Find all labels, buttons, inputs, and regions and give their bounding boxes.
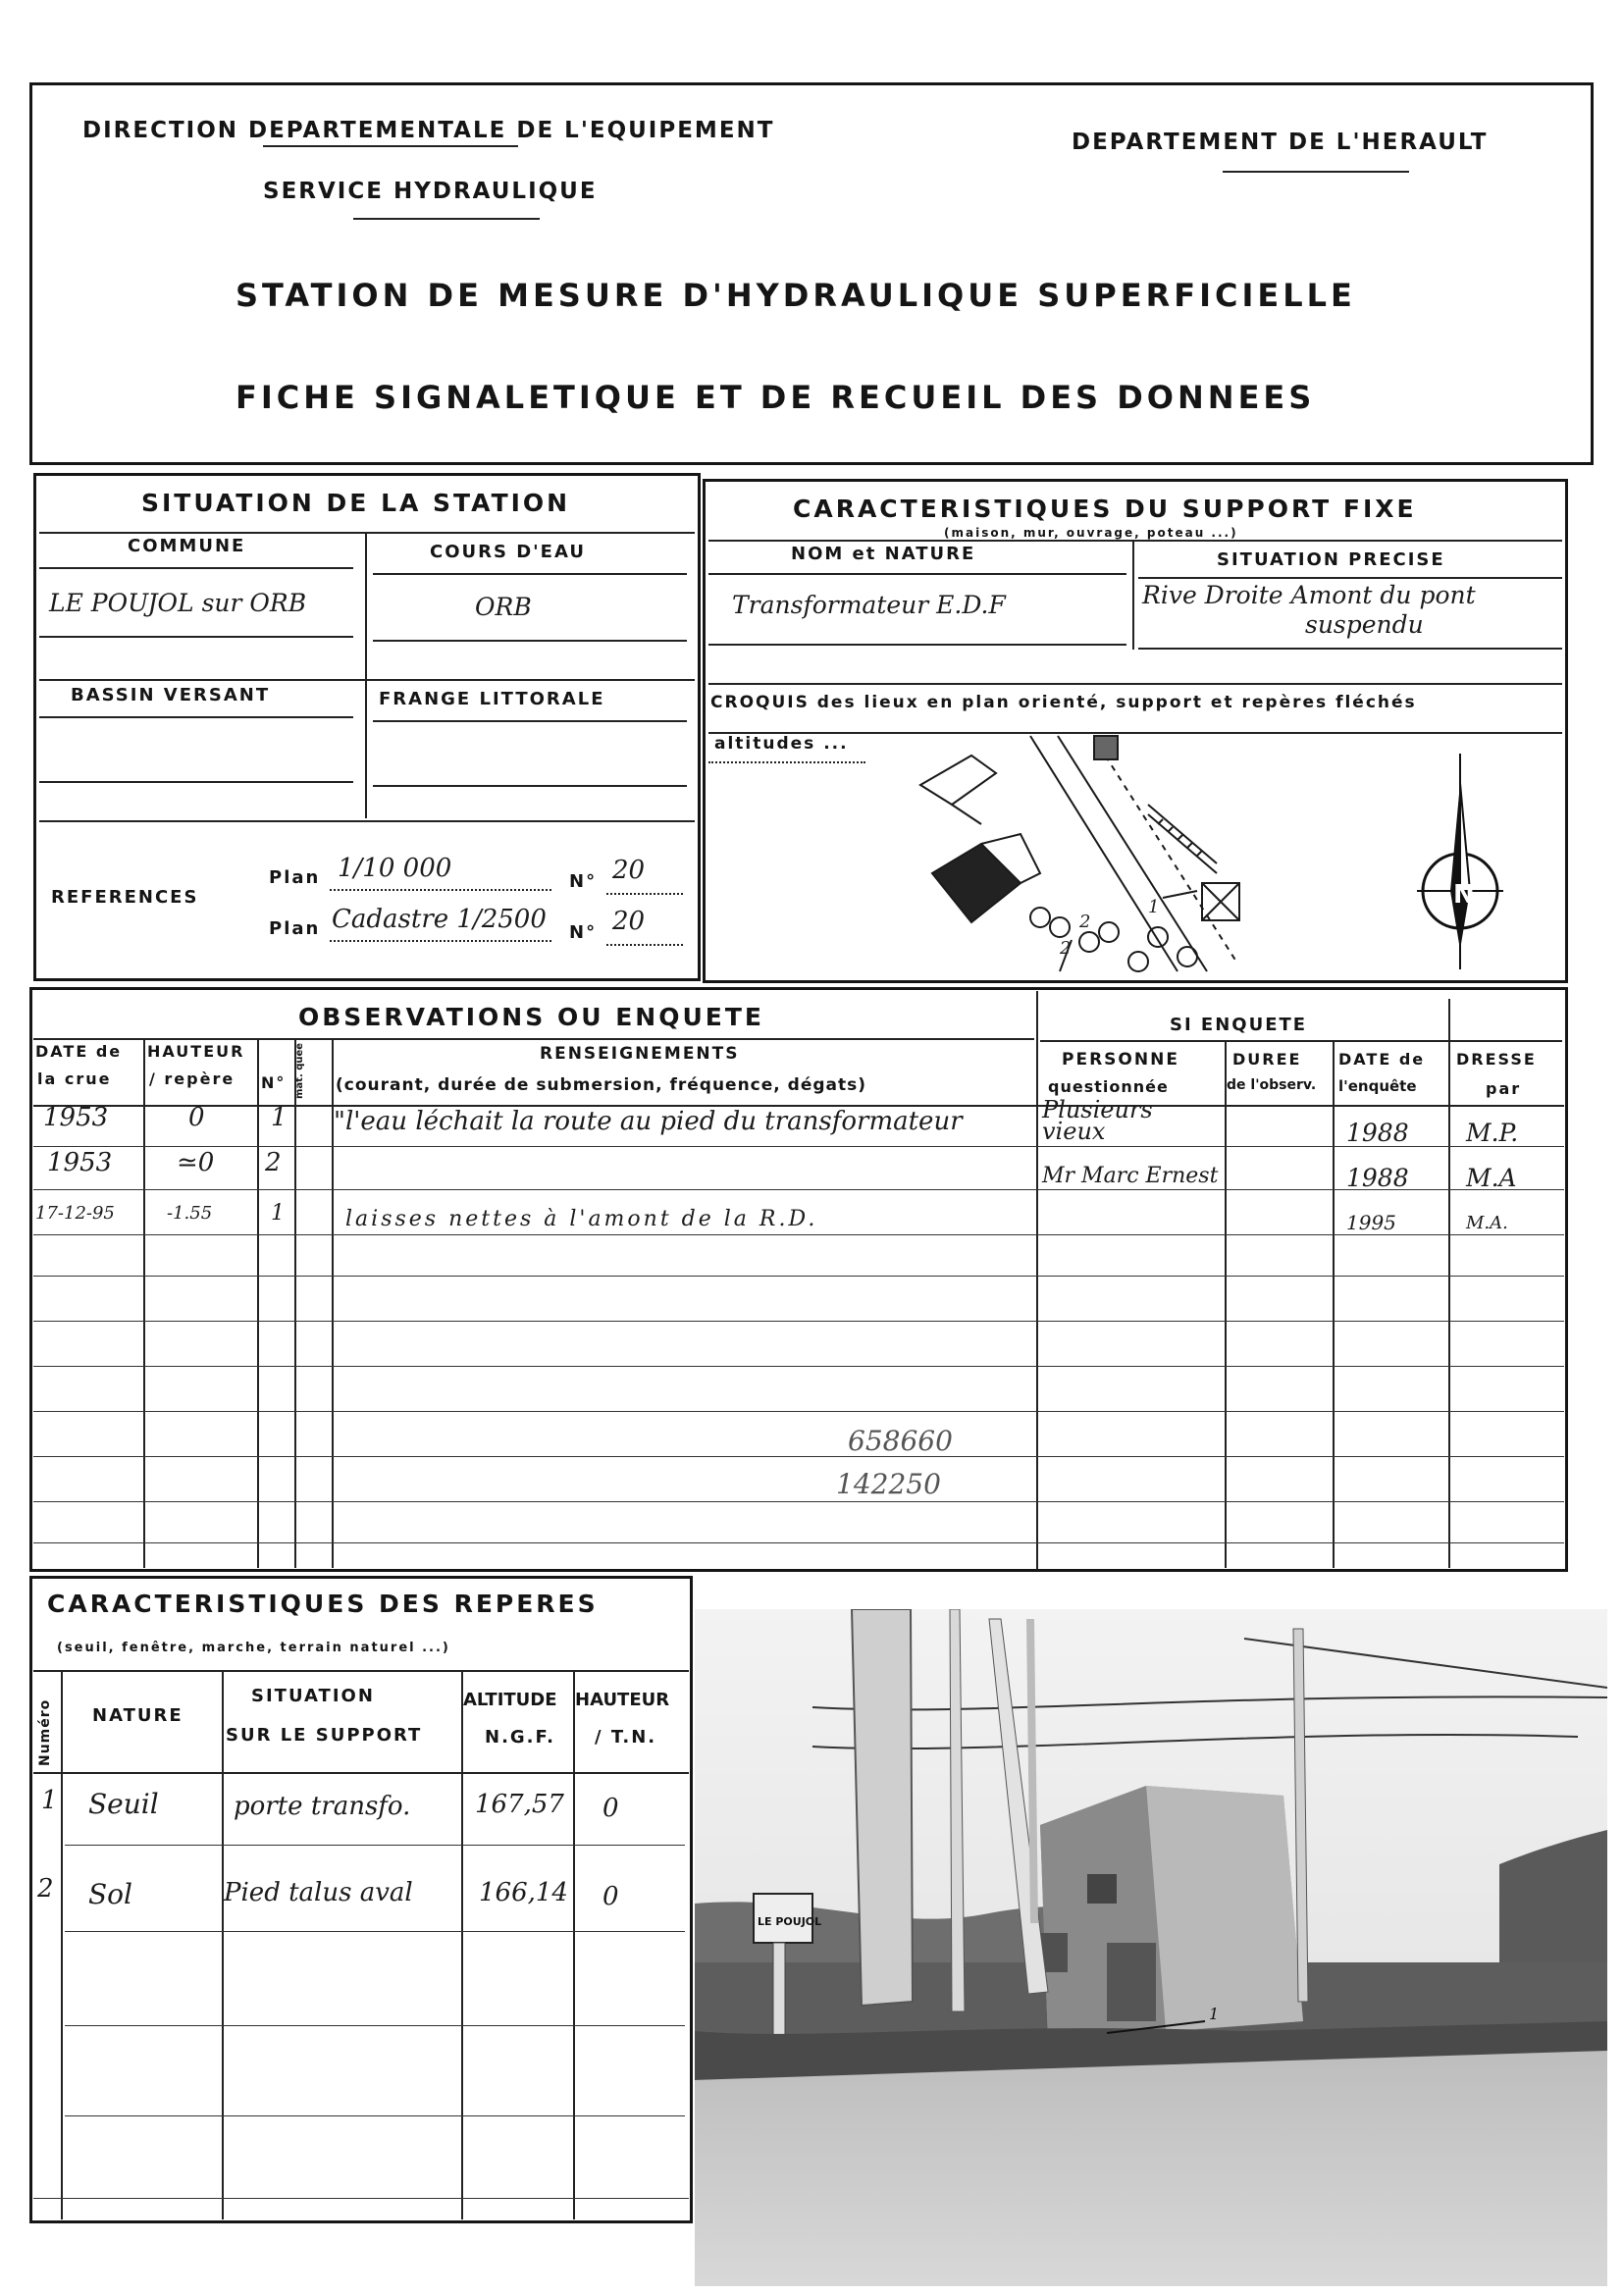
situation-value-1: Rive Droite Amont du pont: [1142, 581, 1476, 609]
references-label: REFERENCES: [51, 887, 199, 908]
direction-label: DIRECTION DEPARTEMENTALE DE L'EQUIPEMENT: [82, 118, 775, 143]
photo-marker: 1: [1209, 2005, 1220, 2023]
plan-label: Plan: [269, 867, 321, 888]
col-personne-1: PERSONNE: [1062, 1050, 1179, 1070]
col-hauteur-1: HAUTEUR: [147, 1042, 245, 1061]
obs-no: 1: [271, 1103, 288, 1132]
repere-altitude: 167,57: [475, 1790, 564, 1819]
repere-situation: porte transfo.: [234, 1792, 411, 1821]
commune-label: COMMUNE: [128, 536, 246, 556]
col-dresse-1: DRESSE: [1456, 1050, 1537, 1069]
col-rens-title: RENSEIGNEMENTS: [540, 1044, 740, 1064]
plan-no-label: N°: [569, 871, 598, 892]
col-nature: NATURE: [92, 1705, 183, 1726]
support-subheading: (maison, mur, ouvrage, poteau ...): [944, 526, 1238, 540]
col-dresse-2: par: [1486, 1079, 1522, 1098]
col-numero: Numéro: [37, 1698, 53, 1766]
nom-label: NOM et NATURE: [791, 544, 976, 564]
departement-label: DEPARTEMENT DE L'HERAULT: [1072, 130, 1489, 155]
col-date-2: la crue: [37, 1070, 112, 1088]
sketch-marker-1: 1: [1148, 897, 1160, 917]
obs-personne: Mr Marc Ernest: [1042, 1164, 1219, 1188]
repere-altitude: 166,14: [479, 1878, 568, 1907]
service-label: SERVICE HYDRAULIQUE: [263, 179, 598, 204]
obs-renseignements: laisses nettes à l'amont de la R.D.: [345, 1207, 818, 1231]
col-hauteur-2: / repère: [149, 1070, 236, 1088]
croquis-label-1: CROQUIS des lieux en plan orienté, support et repères fléchés: [710, 693, 1417, 712]
support-heading: CARACTERISTIQUES DU SUPPORT FIXE: [793, 495, 1417, 523]
obs-no: 1: [271, 1201, 285, 1226]
observations-heading: OBSERVATIONS OU ENQUETE: [298, 1003, 764, 1031]
situation-value-2: suspendu: [1305, 610, 1424, 639]
col-hauteur-tn-2: / T.N.: [595, 1727, 657, 1748]
cours-value: ORB: [475, 593, 532, 621]
col-altitude-1: ALTITUDE: [463, 1690, 557, 1710]
col-situation-1: SITUATION: [251, 1686, 375, 1706]
obs-date-enquete: 1995: [1346, 1211, 1396, 1234]
repere-hauteur: 0: [602, 1794, 619, 1823]
sketch-marker-2b: 2: [1060, 938, 1072, 959]
obs-hauteur: -1.55: [167, 1203, 213, 1224]
obs-date-enquete: 1988: [1346, 1119, 1409, 1147]
obs-dresse: M.A.: [1466, 1213, 1508, 1233]
north-arrow-icon: [1413, 754, 1507, 969]
col-date-enq-1: DATE de: [1338, 1050, 1426, 1069]
commune-value: LE POUJOL sur ORB: [49, 589, 307, 617]
repere-hauteur: 0: [602, 1882, 619, 1911]
repere-situation: Pied talus aval: [224, 1878, 413, 1907]
situation-precise-label: SITUATION PRECISE: [1217, 549, 1445, 570]
cadastre-label: Plan: [269, 918, 321, 939]
obs-dresse: M.P.: [1466, 1119, 1519, 1147]
croquis-label-2: altitudes ...: [714, 734, 849, 754]
frange-label: FRANGE LITTORALE: [379, 689, 605, 709]
plan-value: 1/10 000: [338, 854, 452, 883]
photo-sign-text: LE POUJOL: [758, 1915, 822, 1928]
cadastre-value: Cadastre 1/2500: [332, 905, 547, 934]
col-date-1: DATE de: [35, 1042, 123, 1061]
obs-hauteur: ≃0: [177, 1148, 215, 1177]
reperes-subheading: (seuil, fenêtre, marche, terrain naturel ...): [57, 1641, 450, 1655]
cadastre-no-value: 20: [612, 907, 646, 936]
col-duree-2: de l'observ.: [1227, 1077, 1317, 1093]
obs-date: 17-12-95: [35, 1203, 115, 1224]
page-subtitle: FICHE SIGNALETIQUE ET DE RECUEIL DES DONNEES: [236, 379, 1316, 416]
obs-no: 2: [265, 1148, 282, 1177]
col-date-enq-2: l'enquête: [1338, 1077, 1417, 1095]
site-sketch-map: [913, 726, 1305, 981]
col-situation-2: SUR LE SUPPORT: [226, 1725, 423, 1746]
page-title: STATION DE MESURE D'HYDRAULIQUE SUPERFICIELLE: [236, 277, 1356, 314]
reperes-heading: CARACTERISTIQUES DES REPERES: [47, 1590, 599, 1618]
cours-label: COURS D'EAU: [430, 542, 586, 562]
enquete-heading: SI ENQUETE: [1170, 1015, 1308, 1035]
repere-numero: 2: [37, 1874, 54, 1904]
col-hauteur-tn-1: HAUTEUR: [575, 1690, 670, 1710]
obs-date-enquete: 1988: [1346, 1164, 1409, 1192]
obs-hauteur: 0: [188, 1103, 205, 1132]
coordinate-x: 658660: [848, 1425, 953, 1457]
sketch-marker-2: 2: [1079, 912, 1091, 932]
transformer-station-photo: [695, 1609, 1607, 2286]
repere-numero: 1: [41, 1786, 58, 1815]
col-duree-1: DUREE: [1232, 1050, 1302, 1069]
col-personne-2: questionnée: [1048, 1077, 1169, 1096]
col-altitude-2: N.G.F.: [485, 1727, 556, 1748]
bassin-label: BASSIN VERSANT: [71, 685, 271, 705]
obs-dresse: M.A: [1466, 1164, 1517, 1192]
cadastre-no-label: N°: [569, 922, 598, 943]
obs-renseignements: "l'eau léchait la route au pied du transformateur: [334, 1107, 963, 1136]
col-rens-sub: (courant, durée de submersion, fréquence, dégats): [336, 1075, 867, 1095]
plan-no-value: 20: [612, 856, 646, 885]
situation-heading: SITUATION DE LA STATION: [141, 489, 571, 517]
north-label: N: [1453, 880, 1475, 910]
coordinate-y: 142250: [836, 1468, 941, 1500]
repere-nature: Seuil: [88, 1788, 159, 1820]
col-no: N°: [261, 1073, 287, 1092]
obs-personne: Plusieurs vieux: [1042, 1096, 1153, 1145]
col-mat: mat. quée: [294, 1042, 305, 1099]
obs-date: 1953: [43, 1103, 109, 1132]
nom-value: Transformateur E.D.F: [732, 591, 1006, 619]
obs-date: 1953: [47, 1148, 113, 1177]
repere-nature: Sol: [88, 1878, 132, 1910]
